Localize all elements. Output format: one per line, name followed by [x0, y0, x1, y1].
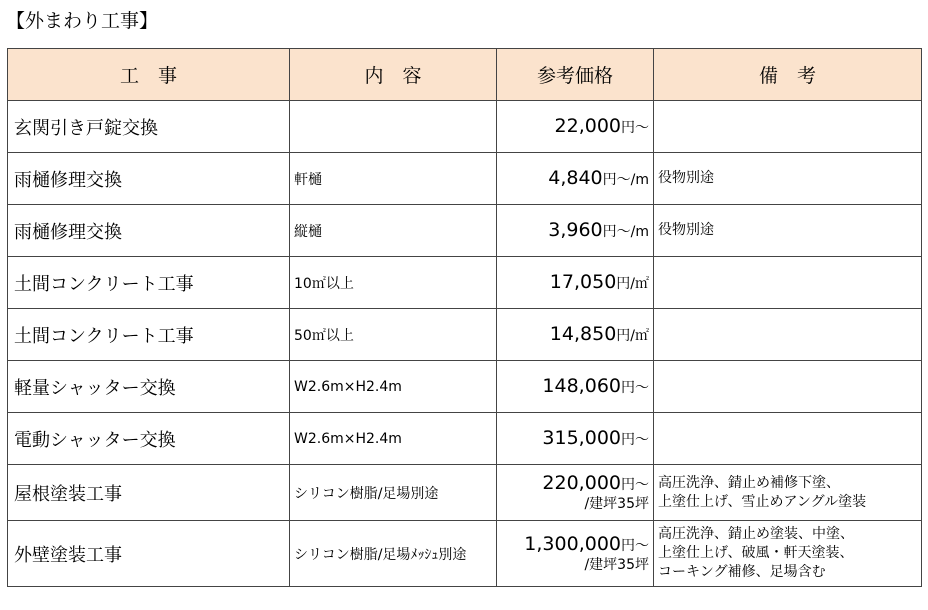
content-cell: W2.6m×H2.4m: [290, 413, 497, 465]
header-price: 参考価格: [497, 49, 654, 101]
notes-cell: [654, 465, 922, 521]
note-line: 高圧洗浄、錆止め補修下塗、: [658, 474, 840, 491]
note-line: 役物別途: [658, 170, 714, 186]
price-value: 3,960: [548, 218, 603, 241]
price-cell: [497, 361, 654, 413]
content-cell: シリコン樹脂/足場ﾒｯｼｭ別途: [290, 521, 497, 587]
work-cell: 土間コンクリート工事: [8, 309, 290, 361]
price-value: 148,060: [542, 374, 621, 397]
price-value: 1,300,000: [524, 533, 621, 555]
notes-cell: [654, 101, 922, 153]
notes-cell: [654, 205, 922, 257]
header-work: 工 事: [8, 49, 290, 101]
content-cell: 軒樋: [290, 153, 497, 205]
price-cell: [497, 205, 654, 257]
price-unit: 円～: [621, 477, 649, 493]
header-content: 内 容: [290, 49, 497, 101]
table-row: [8, 361, 922, 413]
note-line: コーキング補修、足場含む: [658, 564, 826, 580]
table-row: [8, 309, 922, 361]
price-cell: [497, 521, 654, 587]
price-unit: 円/㎡: [616, 275, 649, 292]
price-cell: [497, 413, 654, 465]
notes-cell: [654, 153, 922, 205]
price-unit: 円～: [621, 538, 649, 554]
table-row: [8, 205, 922, 257]
content-cell: W2.6m×H2.4m: [290, 361, 497, 413]
notes-cell: [654, 413, 922, 465]
price-sub: /建坪35坪: [584, 557, 649, 573]
header-notes: 備 考: [654, 49, 922, 101]
page-title: 【外まわり工事】: [6, 10, 159, 32]
content-cell: シリコン樹脂/足場別途: [290, 465, 497, 521]
table-row: [8, 153, 922, 205]
work-cell: 土間コンクリート工事: [8, 257, 290, 309]
notes-cell: [654, 309, 922, 361]
content-cell: 10㎡以上: [290, 257, 497, 309]
price-value: 315,000: [542, 426, 621, 449]
price-cell: [497, 101, 654, 153]
work-cell: 玄関引き戸錠交換: [8, 101, 290, 153]
price-cell: [497, 465, 654, 521]
price-cell: [497, 257, 654, 309]
price-cell: [497, 153, 654, 205]
note-line: 高圧洗浄、錆止め塗装、中塗、: [658, 526, 854, 542]
table-row: [8, 465, 922, 521]
price-unit: 円～: [621, 431, 649, 448]
table-row: [8, 257, 922, 309]
notes-cell: [654, 257, 922, 309]
price-table: [7, 48, 922, 587]
work-cell: 外壁塗装工事: [8, 521, 290, 587]
price-unit: 円～: [621, 379, 649, 396]
work-cell: 電動シャッター交換: [8, 413, 290, 465]
note-line: 上塗仕上げ、雪止めアングル塗装: [658, 493, 867, 510]
work-cell: 屋根塗装工事: [8, 465, 290, 521]
notes-cell: [654, 521, 922, 587]
notes-cell: [654, 361, 922, 413]
table-row: [8, 413, 922, 465]
price-unit: 円～/m: [602, 223, 649, 240]
work-cell: 雨樋修理交換: [8, 205, 290, 257]
price-value: 220,000: [542, 472, 621, 494]
work-cell: 雨樋修理交換: [8, 153, 290, 205]
price-value: 17,050: [549, 270, 617, 293]
price-value: 14,850: [549, 322, 617, 345]
content-cell: 縦樋: [290, 205, 497, 257]
note-line: 役物別途: [658, 222, 714, 238]
price-sub: /建坪35坪: [584, 496, 649, 512]
content-cell: [290, 101, 497, 153]
note-line: 上塗仕上げ、破風・軒天塗装、: [658, 545, 854, 561]
price-unit: 円～/m: [602, 171, 649, 188]
price-cell: [497, 309, 654, 361]
table-row: [8, 521, 922, 587]
work-cell: 軽量シャッター交換: [8, 361, 290, 413]
table-row: [8, 101, 922, 153]
price-unit: 円～: [621, 119, 649, 136]
price-value: 22,000: [554, 114, 621, 137]
price-value: 4,840: [548, 166, 603, 189]
content-cell: 50㎡以上: [290, 309, 497, 361]
table-header-row: [8, 49, 922, 101]
price-unit: 円/㎡: [616, 327, 649, 344]
